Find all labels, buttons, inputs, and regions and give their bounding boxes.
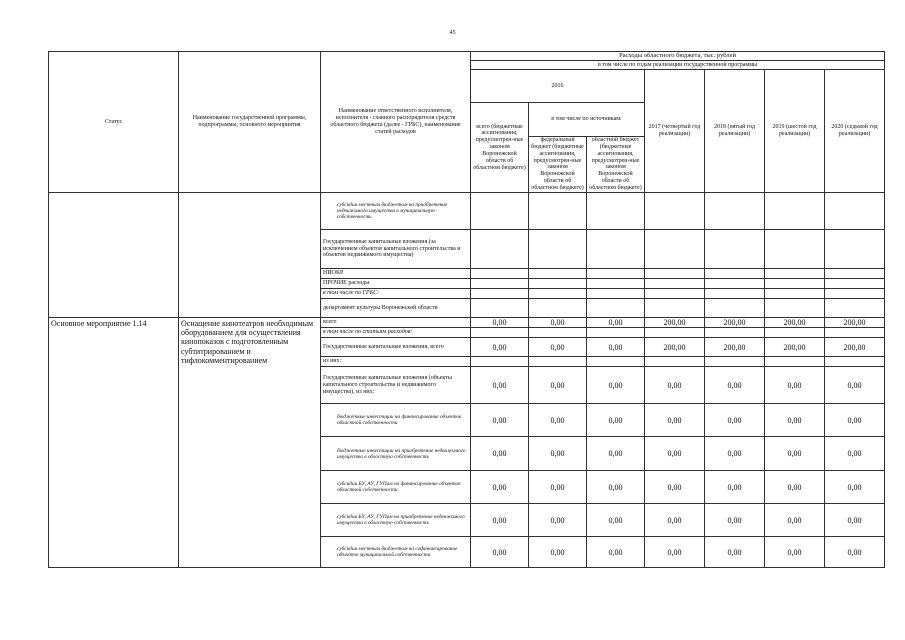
value-2019: 0,00	[765, 437, 825, 471]
row-label: всего	[321, 318, 471, 328]
header-total: всего (бюджетные ассигнования, предусмотрен-ные законом Воронежской области об областном бюджете)	[471, 103, 529, 193]
value-2017: 0,00	[645, 404, 705, 437]
row-label: в том числе по статьям расходов:	[321, 328, 471, 338]
value-total: 0,00	[471, 537, 529, 568]
header-2019: 2019 (шестой год реализации)	[765, 70, 825, 193]
value-2017: 0,00	[645, 437, 705, 471]
table-row	[49, 318, 885, 328]
header-regional: областной бюджет (бюджетные ассигнования, предусмотрен-ные законом Воронежской области об областном бюджете)	[587, 136, 645, 192]
row-label: бюджетные инвестиции на финансирование объектов областной собственности	[321, 404, 471, 437]
value-regional: 0,00	[587, 437, 645, 471]
value-2020: 200,00	[825, 318, 885, 328]
value-total: 0,00	[471, 437, 529, 471]
value-2020: 0,00	[825, 367, 885, 404]
header-program-name: Наименование государственной программы, подпрограммы, основного мероприятия	[179, 52, 321, 193]
upper-row	[49, 193, 885, 230]
row-label: Государственные капитальные вложения, всего	[321, 338, 471, 357]
row-label: Государственные капитальные вложения (объекты капитального строительства и недвижимого имущества), из них:	[321, 367, 471, 404]
activity-status: Основное мероприятие 1.14	[49, 318, 179, 568]
value-regional: 0,00	[587, 367, 645, 404]
value-2020: 0,00	[825, 537, 885, 568]
header-executor: Наименование ответственного исполнителя, исполнителя - главного распорядителя средств областного бюджета (далее - ГРБС), наименование статей расходов	[321, 52, 471, 193]
value-regional: 0,00	[587, 318, 645, 328]
value-regional: 0,00	[587, 471, 645, 504]
value-2018: 0,00	[705, 367, 765, 404]
value-2018: 0,00	[705, 537, 765, 568]
activity-name: Оснащение кинотеатров необходимым оборудованием для осуществления кинопоказов с подготовленным субтитрированием и тифлокомментированием	[179, 318, 321, 568]
value-federal: 0,00	[529, 367, 587, 404]
value-2018: 0,00	[705, 437, 765, 471]
value-total: 0,00	[471, 404, 529, 437]
header-2018: 2018 (пятый год реализации)	[705, 70, 765, 193]
value-2019: 0,00	[765, 471, 825, 504]
value-2019: 0,00	[765, 367, 825, 404]
value-2020: 200,00	[825, 338, 885, 357]
row-label: НИОКР	[321, 269, 471, 279]
budget-table	[48, 51, 885, 568]
header-expenses-title: Расходы областного бюджета, тыс. рублей	[471, 52, 885, 61]
value-2018: 200,00	[705, 318, 765, 328]
row-label: из них:	[321, 357, 471, 367]
value-2020: 0,00	[825, 404, 885, 437]
value-2020: 0,00	[825, 437, 885, 471]
value-2017: 0,00	[645, 471, 705, 504]
value-2019: 200,00	[765, 338, 825, 357]
value-2019: 200,00	[765, 318, 825, 328]
value-federal: 0,00	[529, 404, 587, 437]
value-regional: 0,00	[587, 504, 645, 537]
row-label: в том числе по ГРБС:	[321, 289, 471, 299]
header-year-2016: 2016	[471, 70, 645, 103]
value-2018: 0,00	[705, 471, 765, 504]
value-2019: 0,00	[765, 504, 825, 537]
value-2017: 0,00	[645, 367, 705, 404]
value-2018: 0,00	[705, 504, 765, 537]
value-regional: 0,00	[587, 338, 645, 357]
header-row-1	[49, 52, 885, 61]
value-federal: 0,00	[529, 537, 587, 568]
program-cell-empty	[179, 193, 321, 318]
value-total: 0,00	[471, 338, 529, 357]
value-total: 0,00	[471, 504, 529, 537]
value-2017: 200,00	[645, 338, 705, 357]
value-federal: 0,00	[529, 318, 587, 328]
value-federal: 0,00	[529, 338, 587, 357]
value-federal: 0,00	[529, 437, 587, 471]
row-label: субсидии местным бюджетам на софинансирование объектов муниципальной собственности	[321, 537, 471, 568]
value-total: 0,00	[471, 367, 529, 404]
header-2017: 2017 (четвертый год реализации)	[645, 70, 705, 193]
status-cell-empty	[49, 193, 179, 318]
value-total: 0,00	[471, 471, 529, 504]
value-2018: 0,00	[705, 404, 765, 437]
value-2019: 0,00	[765, 404, 825, 437]
header-2020: 2020 (седьмой год реализации)	[825, 70, 885, 193]
value-regional: 0,00	[587, 537, 645, 568]
row-label: субсидии БУ, АУ, ГУПам на финансирование объектов областной собственности	[321, 471, 471, 504]
value-2018: 200,00	[705, 338, 765, 357]
header-by-years: в том числе по годам реализации государственной программы	[471, 61, 885, 70]
page-number: 45	[449, 30, 456, 36]
value-2019: 0,00	[765, 537, 825, 568]
value-regional: 0,00	[587, 404, 645, 437]
header-status: Статус	[49, 52, 179, 193]
value-federal: 0,00	[529, 504, 587, 537]
value-2020: 0,00	[825, 504, 885, 537]
value-2017: 200,00	[645, 318, 705, 328]
row-label: субсидии БУ, АУ, ГУПам на приобретение недвижимого имущества в областную собственность	[321, 504, 471, 537]
value-federal: 0,00	[529, 471, 587, 504]
value-total: 0,00	[471, 318, 529, 328]
value-2017: 0,00	[645, 504, 705, 537]
row-label: ПРОЧИЕ расходы	[321, 279, 471, 289]
value-2020: 0,00	[825, 471, 885, 504]
row-label: департамент культуры Воронежской области	[321, 299, 471, 318]
header-federal: федеральный бюджет (бюджетные ассигнования, предусмотрен-ные законом Воронежской области об областном бюджете)	[529, 136, 587, 192]
header-by-sources: в том числе по источникам:	[529, 103, 645, 136]
row-label: Государственные капитальные вложения (за исключением объектов капитального строительства и объектов недвижимого имущества)	[321, 230, 471, 269]
row-label: бюджетные инвестиции на приобретение недвижимого имущества в областную собственность	[321, 437, 471, 471]
row-label: субсидии местным бюджетам на приобретение недвижимого имущества в муниципальную собственность	[321, 193, 471, 230]
value-2017: 0,00	[645, 537, 705, 568]
